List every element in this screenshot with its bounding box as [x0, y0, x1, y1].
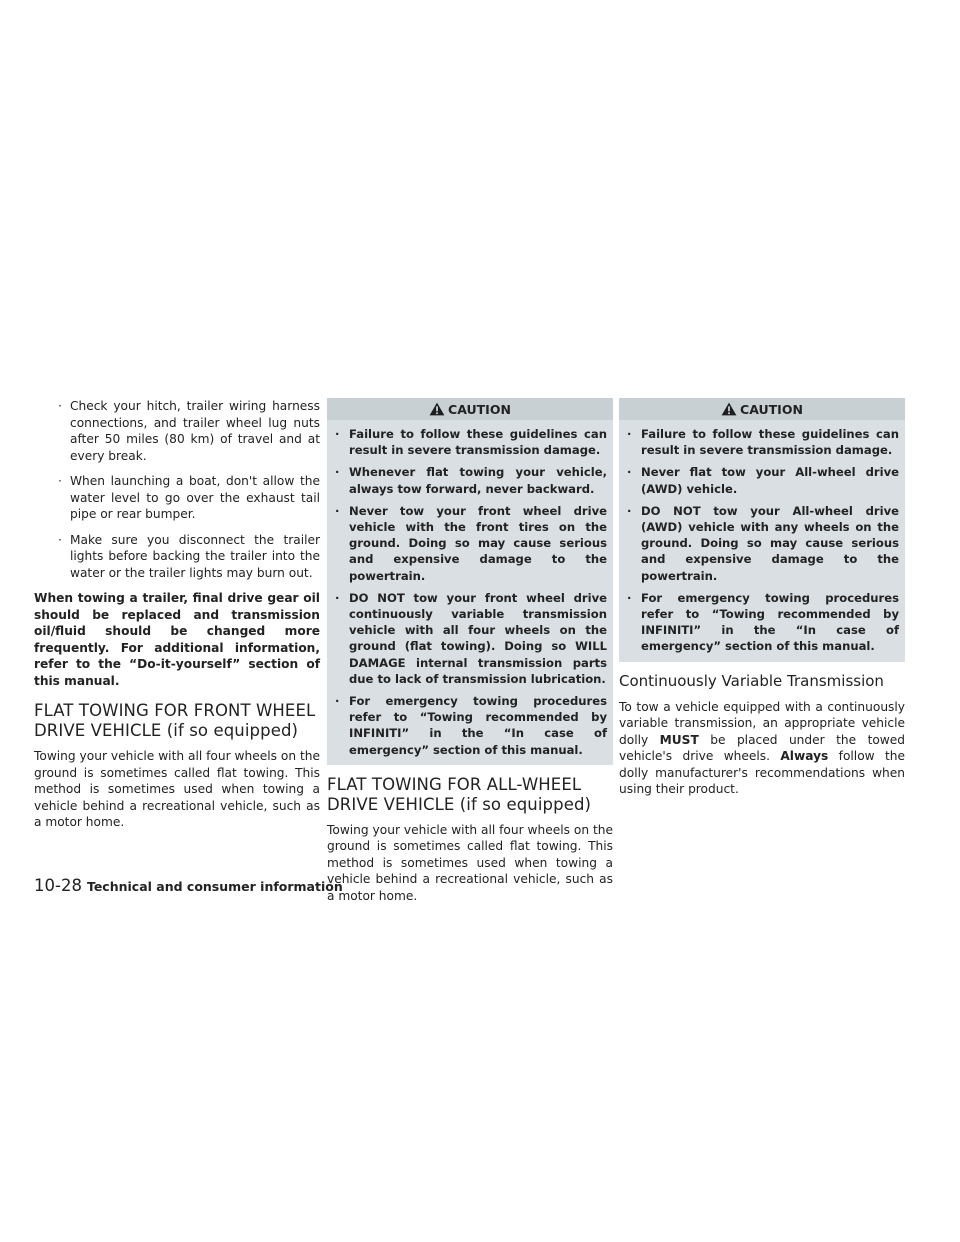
bullet-icon: · — [627, 465, 632, 480]
caution-title: CAUTION — [740, 401, 803, 417]
emphasis-always: Always — [780, 749, 829, 764]
list-item: · Failure to follow these guidelines can result in severe transmission damage. — [627, 427, 899, 458]
list-item: · Make sure you disconnect the trailer lights before backing the trailer into the water or the trailer lights may burn out. — [58, 532, 320, 580]
list-item: · When launching a boat, don't allow the water level to go over the exhaust tail pipe or rear bumper. — [58, 474, 320, 521]
list-item: · Check your hitch, trailer wiring harness connections, and trailer wheel lug nuts after 50 miles (80 km) of travel and at every break. — [58, 399, 320, 463]
caution-box-awd — [619, 398, 905, 662]
list-item: · DO NOT tow your front wheel drive continuously variable transmission vehicle with all four wheels on the ground (flat towing). Doing so WILL DAMAGE internal transmission parts due to lack of transmission lubrication. — [335, 590, 607, 686]
bullet-icon: · — [627, 503, 632, 518]
list-item: · Never flat tow your All-wheel drive (AWD) vehicle. — [627, 465, 899, 496]
list-item: · For emergency towing procedures refer to “Towing recommended by INFINITI” in the “In case of emergency” section of this manual. — [335, 694, 607, 757]
section-body-awd: Towing your vehicle with all four wheels on the ground is sometimes called flat towing. This method is sometimes used when towing a vehicle behind a recreational vehicle, such as a motor home. — [327, 822, 613, 903]
column-2 — [327, 398, 613, 904]
list-item: · Whenever flat towing your vehicle, always tow forward, never backward. — [335, 465, 607, 496]
column-3 — [619, 398, 905, 798]
list-item: · Failure to follow these guidelines can result in severe transmission damage. — [335, 427, 607, 458]
list-item: · Never tow your front wheel drive vehicle with the front tires on the ground. Doing so may cause serious and expensive damage to the powertrain. — [335, 503, 607, 583]
bullet-icon: · — [627, 427, 632, 441]
bullet-icon: · — [335, 503, 340, 518]
bullet-icon: · — [627, 590, 632, 605]
section-body-fwd: Towing your vehicle with all four wheels on the ground is sometimes called flat towing. This method is sometimes used when towing a vehicle behind a recreational vehicle, such as a motor home. — [34, 749, 320, 829]
caution-box-fwd — [327, 398, 613, 765]
section-heading-awd: FLAT TOWING FOR ALL-WHEEL DRIVE VEHICLE (if so equipped) — [327, 774, 592, 814]
section-body-cvt: To tow a vehicle equipped with a continuously variable transmission, an appropriate vehicle dolly MUST be placed under the towed vehicle's drive wheels. Always follow the dolly manufacturer's recommendations when using their product. — [619, 699, 906, 797]
list-item: · DO NOT tow your All-wheel drive (AWD) vehicle with any wheels on the ground. Doing so may cause serious and expensive damage to the powertrain. — [627, 503, 899, 583]
bullet-icon: · — [335, 694, 340, 709]
section-heading-fwd: FLAT TOWING FOR FRONT WHEEL DRIVE VEHICLE (if so equipped) — [34, 701, 316, 740]
bullet-icon: · — [335, 590, 340, 605]
bullet-icon: · — [58, 474, 62, 488]
bullet-icon: · — [335, 465, 340, 480]
caution-title: CAUTION — [448, 401, 511, 417]
caution-list — [327, 420, 613, 765]
caution-header — [619, 398, 905, 420]
column-1 — [34, 398, 320, 831]
list-item: · For emergency towing procedures refer to “Towing recommended by INFINITI” in the “In case of emergency” section of this manual. — [627, 590, 899, 654]
bullet-icon: · — [58, 532, 62, 547]
warning-triangle-icon — [429, 402, 445, 416]
chapter-title: Technical and consumer information — [86, 879, 343, 894]
caution-list — [619, 420, 905, 662]
section-heading-cvt: Continuously Variable Transmission — [619, 671, 884, 690]
page-footer — [34, 876, 343, 895]
emphasis-must: MUST — [659, 732, 699, 747]
caution-header — [327, 398, 613, 420]
towing-note: When towing a trailer, final drive gear oil should be replaced and transmission oil/fluid should be changed more frequently. For additional information, refer to the “Do-it-yourself” section of this manual. — [34, 591, 320, 688]
page-number: 10-28 — [34, 876, 82, 895]
bullet-icon: · — [58, 399, 62, 413]
warning-triangle-icon — [721, 402, 737, 416]
bullet-icon: · — [335, 427, 340, 441]
trailer-checklist — [34, 398, 320, 581]
